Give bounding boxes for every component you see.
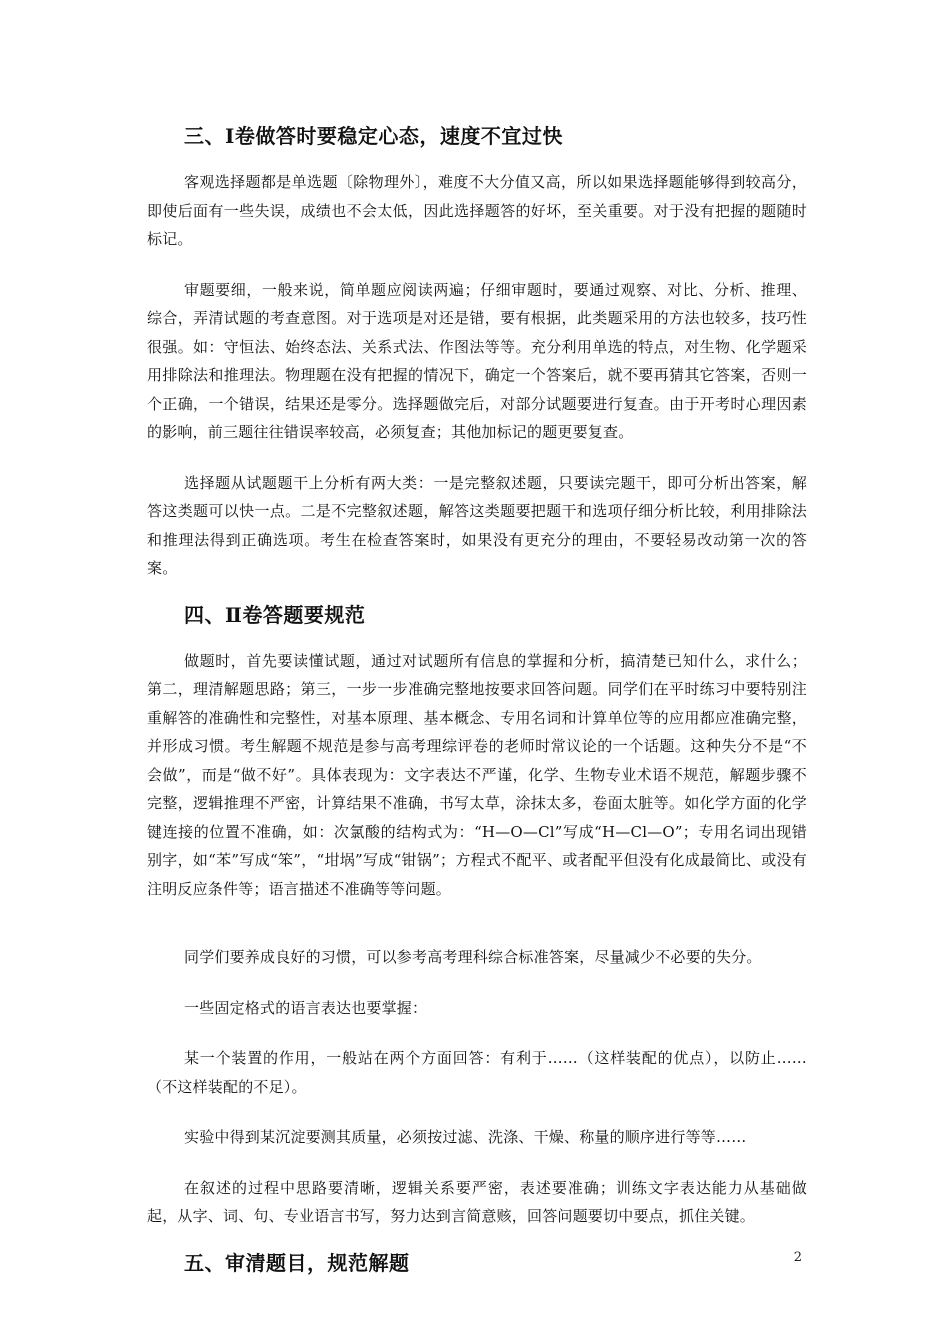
section-3-heading: 三、Ⅰ卷做答时要稳定心态，速度不宜过快: [184, 124, 563, 148]
section-4-paragraph-6: 在叙述的过程中思路要清晰，逻辑关系要严密，表述要准确；训练文字表达能力从基础做起，从字、词、句、专业语言书写，努力达到言简意赅，回答问题要切中要点，抓住关键。: [147, 1178, 807, 1225]
section-4-paragraph-4: 某一个装置的作用，一般站在两个方面回答：有利于……（这样装配的优点），以防止……（不这样装配的不足）。: [147, 1049, 807, 1096]
page-content: [147, 118, 807, 1281]
page-number: 2: [793, 1250, 802, 1265]
section-4-paragraph-1: 做题时，首先要读懂试题，通过对试题所有信息的掌握和分析，搞清楚已知什么，求什么；第二，理清解题思路；第三，一步一步准确完整地按要求回答问题。同学们在平时练习中要特别注重解答的准确性和完整性，对基本原理、基本概念、专用名词和计算单位等的应用都应准确完整，并形成习惯。考生解题不规范是参与高考理综评卷的老师时常议论的一个话题。这种失分不是“不会做”，而是“做不好”。具体表现为：文字表达不严谨，化学、生物专业术语不规范，解题步骤不完整，逻辑推理不严密，计算结果不准确，书写太草，涂抹太多，卷面太脏等。如化学方面的化学键连接的位置不准确，如：次氯酸的结构式为：“H—O—Cl”写成“H—Cl—O”；专用名词出现错别字，如“苯”写成“笨”，“坩埚”写成“钳锅”；方程式不配平、或者配平但没有化成最简比、或没有注明反应条件等；语言描述不准确等等问题。: [147, 651, 807, 898]
section-3-paragraph-1: 客观选择题都是单选题〔除物理外〕，难度不大分值又高，所以如果选择题能够得到较高分，即使后面有一些失误，成绩也不会太低，因此选择题答的好坏，至关重要。对于没有把握的题随时标记。: [147, 173, 807, 248]
section-3-paragraph-2: 审题要细，一般来说，简单题应阅读两遍；仔细审题时，要通过观察、对比、分析、推理、综合，弄清试题的考查意图。对于选项是对还是错，要有根据，此类题采用的方法也较多，技巧性很强。如：守恒法、始终态法、关系式法、作图法等等。充分利用单选的特点，对生物、化学题采用排除法和推理法。物理题在没有把握的情况下，确定一个答案后，就不要再猜其它答案，否则一个正确，一个错误，结果还是零分。选择题做完后，对部分试题要进行复查。由于开考时心理因素的影响，前三题往往错误率较高，必须复查；其他加标记的题更要复查。: [147, 280, 807, 441]
section-4-paragraph-2: 同学们要养成良好的习惯，可以参考高考理科综合标准答案，尽量减少不必要的失分。: [184, 948, 762, 966]
section-4-paragraph-3: 一些固定格式的语言表达也要掌握：: [184, 998, 428, 1017]
section-3-paragraph-3: 选择题从试题题干上分析有两大类：一是完整叙述题，只要读完题干，即可分析出答案，解答这类题可以快一点。二是不完整叙述题，解答这类题要把题干和选项仔细分析比较，利用排除法和推理法得到正确选项。考生在检查答案时，如果没有更充分的理由，不要轻易改动第一次的答案。: [147, 473, 807, 577]
section-5-heading: 五、审清题目，规范解题: [184, 1250, 410, 1275]
section-4-paragraph-5: 实验中得到某沉淀要测其质量，必须按过滤、洗涤、干燥、称量的顺序进行等等……: [184, 1128, 747, 1146]
section-4-heading: 四、Ⅱ卷答题要规范: [184, 602, 366, 627]
